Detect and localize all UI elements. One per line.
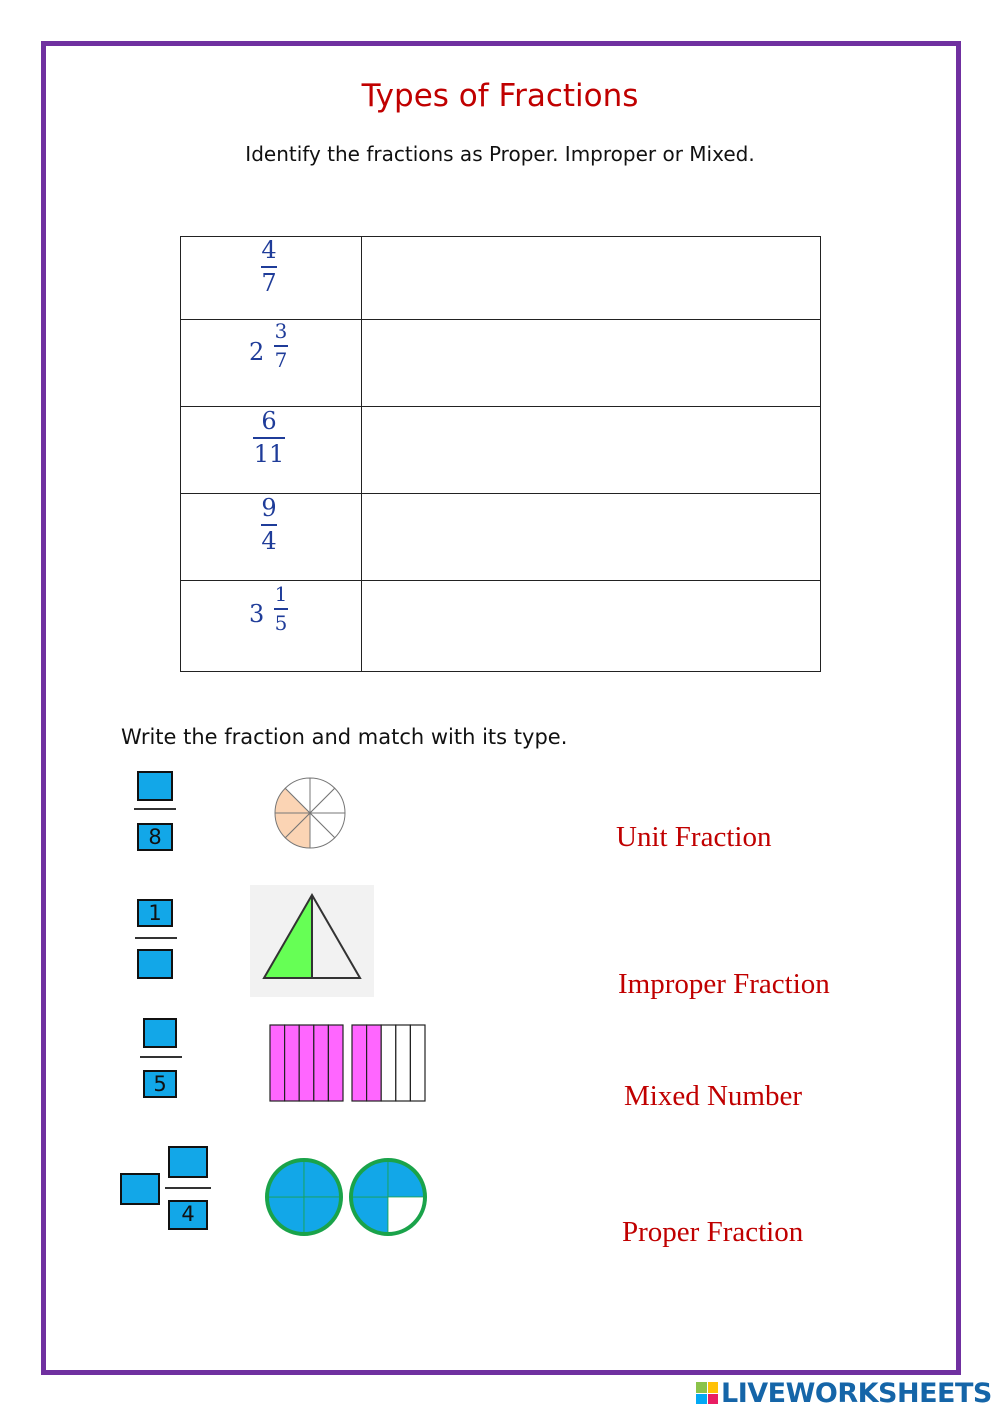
bar-part <box>270 1025 285 1101</box>
denominator-input-box[interactable] <box>137 949 173 979</box>
type-label-improper-fraction[interactable]: Improper Fraction <box>618 968 830 1000</box>
fraction-bar <box>165 1187 211 1189</box>
fraction-bar <box>274 608 288 610</box>
numerator: 4 <box>261 236 277 264</box>
liveworksheets-logo-icon <box>696 1382 718 1404</box>
denominator: 4 <box>261 527 277 555</box>
fraction-bar <box>140 1056 182 1058</box>
bar-part <box>328 1025 343 1101</box>
denominator-box: 4 <box>168 1200 208 1230</box>
whole-number: 2 <box>249 338 265 366</box>
whole-number: 3 <box>249 600 265 628</box>
instruction-identify: Identify the fractions as Proper. Improper or Mixed. <box>245 142 755 166</box>
bars-fifths-picture <box>266 1022 428 1104</box>
bar-part <box>396 1025 411 1101</box>
instruction-match: Write the fraction and match with its type. <box>121 725 568 749</box>
triangle-halves-picture <box>250 885 374 997</box>
bar-part <box>285 1025 300 1101</box>
denominator-box: 5 <box>143 1070 177 1098</box>
bar-part <box>299 1025 314 1101</box>
type-label-mixed-number[interactable]: Mixed Number <box>624 1080 802 1112</box>
page-title: Types of Fractions <box>361 78 639 114</box>
circles-quarters-picture <box>262 1155 432 1239</box>
logo-text: LIVEWORKSHEETS <box>721 1377 992 1409</box>
fraction-bar <box>253 437 285 439</box>
denominator-box: 8 <box>137 823 173 851</box>
table-row-fraction <box>250 408 288 468</box>
numerator-input-box[interactable] <box>137 771 173 801</box>
fraction-bar <box>274 345 288 347</box>
numerator: 9 <box>261 494 277 522</box>
numerator-input-box[interactable] <box>168 1146 208 1178</box>
table-row-fraction <box>270 320 292 372</box>
answer-cell-5[interactable] <box>362 581 820 671</box>
numerator: 1 <box>274 582 288 606</box>
bar-part <box>314 1025 329 1101</box>
numerator: 3 <box>274 319 288 343</box>
fraction-bar <box>135 937 177 939</box>
type-label-proper-fraction[interactable]: Proper Fraction <box>622 1216 804 1248</box>
denominator: 7 <box>261 269 277 297</box>
bar-part <box>410 1025 425 1101</box>
numerator-input-box[interactable] <box>143 1018 177 1048</box>
denominator: 7 <box>274 348 288 372</box>
table-row-fraction <box>255 495 283 555</box>
bar-part <box>367 1025 382 1101</box>
bar-part <box>352 1025 367 1101</box>
liveworksheets-logo <box>696 1378 992 1408</box>
circle-eighths-picture <box>270 773 350 853</box>
bar-part <box>381 1025 396 1101</box>
answer-cell-4[interactable] <box>362 494 820 580</box>
fraction-bar <box>261 266 277 268</box>
fraction-bar <box>261 524 277 526</box>
table-row-fraction <box>270 583 292 635</box>
numerator-box: 1 <box>137 899 173 927</box>
denominator: 11 <box>253 440 285 468</box>
answer-cell-2[interactable] <box>362 320 820 406</box>
numerator: 6 <box>261 407 277 435</box>
answer-cell-1[interactable] <box>362 237 820 319</box>
whole-number-input-box[interactable] <box>120 1173 160 1205</box>
denominator: 5 <box>274 611 288 635</box>
answer-cell-3[interactable] <box>362 407 820 493</box>
fraction-bar <box>134 808 176 810</box>
type-label-unit-fraction[interactable]: Unit Fraction <box>616 821 772 853</box>
table-row-fraction <box>255 237 283 297</box>
